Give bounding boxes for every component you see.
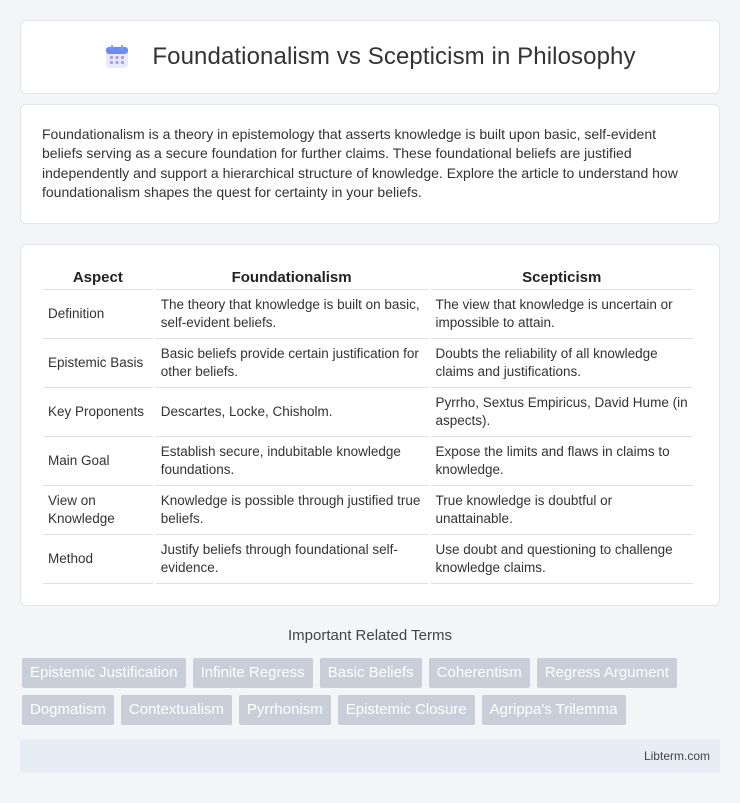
header-scepticism: Scepticism	[431, 265, 694, 290]
tag-epistemic-justification[interactable]: Epistemic Justification	[22, 658, 186, 688]
page-title: Foundationalism vs Scepticism in Philosophy	[152, 43, 636, 70]
related-terms-tags	[22, 658, 722, 725]
header-card	[20, 20, 720, 94]
tag-agrippas-trilemma[interactable]: Agrippa's Trilemma	[482, 695, 626, 725]
table-row	[43, 290, 693, 339]
comparison-table-card	[20, 244, 720, 606]
foundationalism-cell: The theory that knowledge is built on basic, self-evident beliefs.	[156, 290, 428, 339]
foundationalism-cell: Basic beliefs provide certain justification for other beliefs.	[156, 339, 428, 388]
table-row	[43, 437, 693, 486]
table-row	[43, 535, 693, 584]
aspect-cell: Key Proponents	[43, 388, 153, 437]
tag-basic-beliefs[interactable]: Basic Beliefs	[320, 658, 422, 688]
header-aspect: Aspect	[43, 265, 153, 290]
tag-infinite-regress[interactable]: Infinite Regress	[193, 658, 313, 688]
tag-dogmatism[interactable]: Dogmatism	[22, 695, 114, 725]
table-header-row	[43, 265, 693, 290]
related-terms-title: Important Related Terms	[288, 627, 452, 644]
tag-epistemic-closure[interactable]: Epistemic Closure	[338, 695, 475, 725]
foundationalism-cell: Justify beliefs through foundational self-evidence.	[156, 535, 428, 584]
intro-card	[20, 104, 720, 224]
tag-pyrrhonism[interactable]: Pyrrhonism	[239, 695, 331, 725]
aspect-cell: Main Goal	[43, 437, 153, 486]
aspect-cell: Epistemic Basis	[43, 339, 153, 388]
header-foundationalism: Foundationalism	[156, 265, 428, 290]
scepticism-cell: The view that knowledge is uncertain or impossible to attain.	[431, 290, 694, 339]
intro-text: Foundationalism is a theory in epistemology that asserts knowledge is built upon basic, self-evident beliefs serving as a secure foundation for further claims. These foundational beliefs are justified independently and support a hierarchical structure of knowledge. Explore the article to understand how foundationalism shapes the quest for certainty in your beliefs.	[42, 126, 678, 200]
foundationalism-cell: Knowledge is possible through justified true beliefs.	[156, 486, 428, 535]
table-row	[43, 339, 693, 388]
footer	[20, 739, 720, 773]
aspect-cell: Definition	[43, 290, 153, 339]
tag-regress-argument[interactable]: Regress Argument	[537, 658, 677, 688]
table-row	[43, 486, 693, 535]
aspect-cell: View on Knowledge	[43, 486, 153, 535]
calendar-icon	[104, 44, 130, 70]
scepticism-cell: Expose the limits and flaws in claims to knowledge.	[431, 437, 694, 486]
header	[104, 43, 635, 71]
scepticism-cell: Use doubt and questioning to challenge knowledge claims.	[431, 535, 694, 584]
footer-site-link[interactable]: Libterm.com	[643, 749, 710, 763]
tag-coherentism[interactable]: Coherentism	[429, 658, 530, 688]
foundationalism-cell: Descartes, Locke, Chisholm.	[156, 388, 428, 437]
foundationalism-cell: Establish secure, indubitable knowledge foundations.	[156, 437, 428, 486]
table-row	[43, 388, 693, 437]
aspect-cell: Method	[43, 535, 153, 584]
scepticism-cell: Doubts the reliability of all knowledge claims and justifications.	[431, 339, 694, 388]
tag-contextualism[interactable]: Contextualism	[121, 695, 232, 725]
scepticism-cell: Pyrrho, Sextus Empiricus, David Hume (in aspects).	[431, 388, 694, 437]
comparison-table	[40, 265, 696, 584]
scepticism-cell: True knowledge is doubtful or unattainable.	[431, 486, 694, 535]
